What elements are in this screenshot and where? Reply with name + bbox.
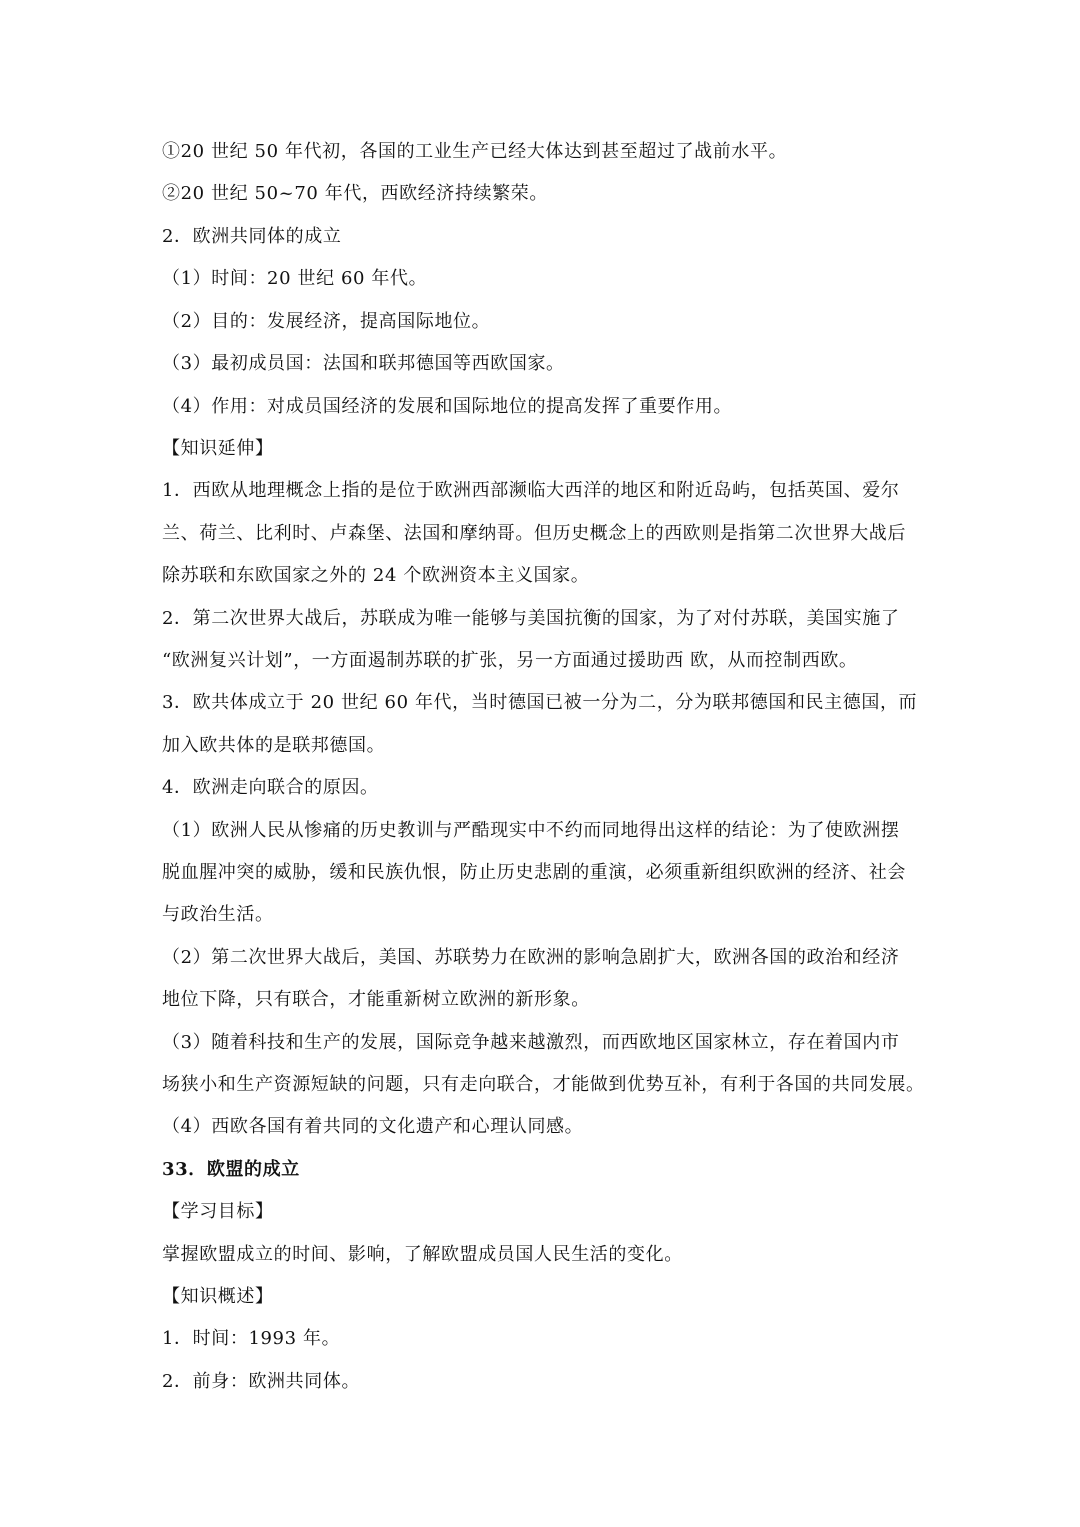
chapter-heading: 33．欧盟的成立 (162, 1159, 300, 1180)
text-line: ①20 世纪 50 年代初，各国的工业生产已经大体达到甚至超过了战前水平。 (162, 141, 788, 162)
section-heading: 2．欧洲共同体的成立 (162, 226, 342, 247)
text-line: （3）随着科技和生产的发展，国际竞争越来越激烈，而西欧地区国家林立，存在着国内市 (162, 1032, 900, 1053)
section-label: 【知识延伸】 (162, 438, 274, 459)
text-line: 4．欧洲走向联合的原因。 (162, 777, 379, 798)
text-line: （4）作用：对成员国经济的发展和国际地位的提高发挥了重要作用。 (162, 396, 733, 417)
text-line: （4）西欧各国有着共同的文化遗产和心理认同感。 (162, 1116, 584, 1137)
text-line: 3．欧共体成立于 20 世纪 60 年代，当时德国已被一分为二，分为联邦德国和民主德国，而 (162, 692, 918, 713)
text-line: 兰、荷兰、比利时、卢森堡、法国和摩纳哥。但历史概念上的西欧则是指第二次世界大战后 (162, 523, 906, 544)
text-line: （2）目的：发展经济，提高国际地位。 (162, 311, 491, 332)
text-line: （1）欧洲人民从惨痛的历史教训与严酷现实中不约而同地得出这样的结论：为了使欧洲摆 (162, 820, 900, 841)
section-label: 【学习目标】 (162, 1201, 274, 1222)
text-line: 与政治生活。 (162, 904, 274, 925)
text-line: 2．第二次世界大战后，苏联成为唯一能够与美国抗衡的国家，为了对付苏联，美国实施了 (162, 608, 900, 629)
text-line: 1．西欧从地理概念上指的是位于欧洲西部濒临大西洋的地区和附近岛屿，包括英国、爱尔 (162, 480, 900, 501)
text-line: 地位下降，只有联合，才能重新树立欧洲的新形象。 (162, 989, 590, 1010)
text-line: 加入欧共体的是联邦德国。 (162, 735, 386, 756)
text-line: （2）第二次世界大战后，美国、苏联势力在欧洲的影响急剧扩大，欧洲各国的政治和经济 (162, 947, 900, 968)
text-line: 1．时间：1993 年。 (162, 1328, 341, 1349)
text-line: （1）时间：20 世纪 60 年代。 (162, 268, 428, 289)
text-line: 场狭小和生产资源短缺的问题，只有走向联合，才能做到优势互补，有利于各国的共同发展。 (162, 1074, 925, 1095)
section-label: 【知识概述】 (162, 1286, 274, 1307)
text-line: 掌握欧盟成立的时间、影响，了解欧盟成员国人民生活的变化。 (162, 1244, 683, 1265)
text-line: （3）最初成员国：法国和联邦德国等西欧国家。 (162, 353, 565, 374)
text-line: “欧洲复兴计划”，一方面遏制苏联的扩张，另一方面通过援助西 欧，从而控制西欧。 (162, 650, 858, 671)
text-line: 2．前身：欧洲共同体。 (162, 1371, 361, 1392)
text-line: 除苏联和东欧国家之外的 24 个欧洲资本主义国家。 (162, 565, 590, 586)
text-line: 脱血腥冲突的威胁，缓和民族仇恨，防止历史悲剧的重演，必须重新组织欧洲的经济、社会 (162, 862, 906, 883)
text-line: ②20 世纪 50~70 年代，西欧经济持续繁荣。 (162, 183, 548, 204)
